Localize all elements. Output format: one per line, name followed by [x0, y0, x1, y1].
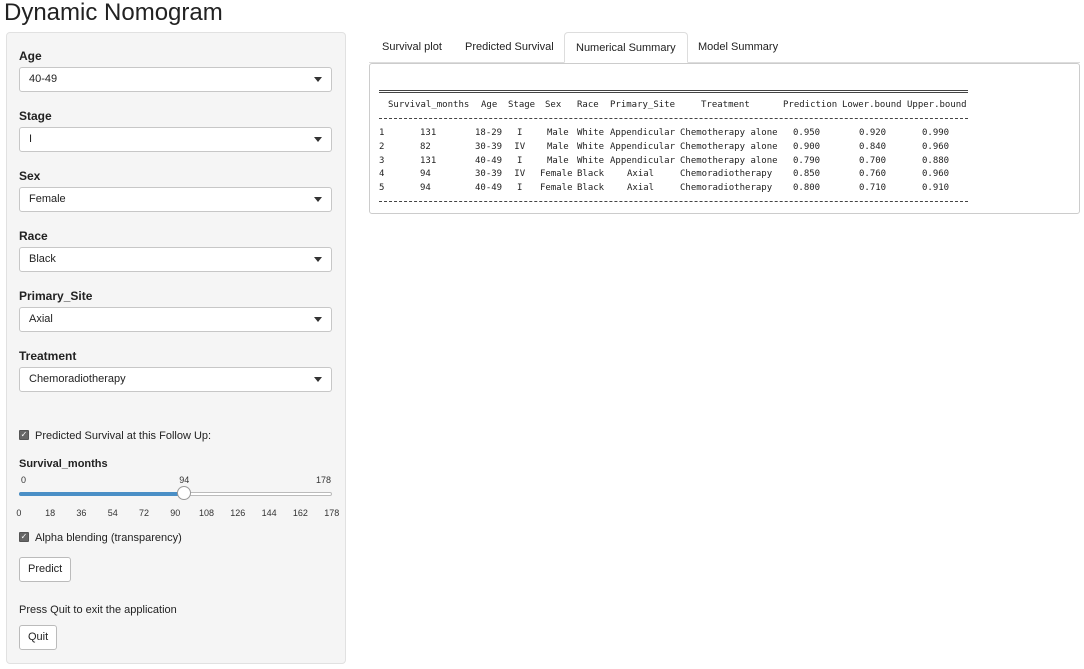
table-cell: 30-39	[475, 169, 503, 180]
quit-help-text: Press Quit to exit the application	[19, 604, 177, 616]
tab-predicted-survival[interactable]: Predicted Survival	[465, 41, 554, 53]
table-cell: 18-29	[475, 128, 503, 138]
race-select[interactable]	[19, 247, 332, 272]
chevron-down-icon	[314, 137, 322, 142]
slider-tick-label: 178	[324, 508, 340, 518]
slider-min-label: 0	[21, 475, 27, 485]
page-title: Dynamic Nomogram	[4, 0, 223, 26]
table-cell: 3	[379, 155, 385, 166]
table-cell: Chemotherapy alone	[680, 141, 778, 152]
table-cell: 0.990	[922, 128, 950, 138]
age-select-value: 40-49	[29, 73, 58, 85]
slider-tick-label: 108	[199, 508, 215, 518]
sidebar-panel	[6, 32, 346, 664]
table-header-cell: Lower.bound	[842, 100, 902, 110]
table-cell: 0.790	[793, 155, 821, 166]
stage-select-value: I	[29, 133, 33, 145]
table-cell: I	[517, 128, 523, 138]
table-cell: IV	[514, 141, 526, 152]
table-cell: 0.950	[793, 128, 821, 138]
slider-tick-label: 18	[45, 508, 56, 518]
table-cell: 0.900	[793, 141, 821, 152]
survival-months-label: Survival_months	[19, 458, 108, 470]
table-cell: Axial	[627, 183, 655, 194]
table-cell: 94	[420, 169, 431, 180]
table-cell: Male	[547, 128, 569, 138]
sex-label: Sex	[19, 169, 41, 183]
slider-tick-label: 144	[261, 508, 277, 518]
table-cell: Axial	[627, 169, 655, 180]
table-cell: 0.850	[793, 169, 821, 180]
table-header-cell: Sex	[545, 100, 562, 110]
predicted-survival-toggle[interactable]	[19, 430, 211, 442]
check-icon[interactable]: ✓	[20, 430, 28, 440]
table-cell: 0.800	[793, 183, 821, 194]
table-cell: Black	[577, 183, 605, 194]
chevron-down-icon	[314, 257, 322, 262]
slider-handle[interactable]	[177, 486, 191, 500]
primary-site-select[interactable]	[19, 307, 332, 332]
table-cell: 0.840	[859, 141, 887, 152]
table-top-rule	[379, 90, 968, 93]
age-label: Age	[19, 49, 42, 63]
treatment-select-value: Chemoradiotherapy	[29, 373, 126, 385]
age-select[interactable]	[19, 67, 332, 92]
quit-button[interactable]: Quit	[19, 625, 57, 650]
table-header-cell: Stage	[508, 100, 536, 110]
table-header-cell: Survival_months	[388, 100, 470, 110]
treatment-select[interactable]	[19, 367, 332, 392]
table-cell: IV	[514, 169, 526, 180]
table-cell: 5	[379, 183, 385, 194]
slider-tick-label: 162	[292, 508, 308, 518]
table-cell: 1	[379, 128, 385, 138]
table-cell: Chemotherapy alone	[680, 128, 778, 138]
table-cell: Chemoradiotherapy	[680, 169, 773, 180]
table-header-cell: Race	[577, 100, 599, 110]
table-cell: 0.760	[859, 169, 887, 180]
race-select-value: Black	[29, 253, 56, 265]
stage-label: Stage	[19, 109, 52, 123]
tab-bar	[369, 32, 1080, 63]
table-cell: 40-49	[475, 155, 503, 166]
table-cell: 4	[379, 169, 385, 180]
tab-model-summary[interactable]: Model Summary	[698, 41, 779, 53]
table-cell: Appendicular	[610, 155, 676, 166]
slider-tick-label: 72	[139, 508, 150, 518]
slider-tick-label: 54	[107, 508, 118, 518]
table-cell: 0.920	[859, 128, 887, 138]
table-bottom-rule	[379, 201, 968, 202]
table-cell: White	[577, 141, 605, 152]
chevron-down-icon	[314, 197, 322, 202]
alpha-blending-label: Alpha blending (transparency)	[35, 532, 182, 544]
table-cell: 94	[420, 183, 431, 194]
chevron-down-icon	[314, 317, 322, 322]
slider-value-label: 94	[179, 475, 190, 485]
table-header-rule	[379, 118, 968, 119]
table-cell: 82	[420, 141, 431, 152]
table-cell: 131	[420, 128, 437, 138]
table-cell: Male	[547, 155, 569, 166]
table-cell: Male	[547, 141, 569, 152]
table-cell: 0.910	[922, 183, 950, 194]
table-header-cell: Age	[481, 100, 498, 110]
slider-fill	[19, 492, 184, 496]
treatment-label: Treatment	[19, 349, 77, 363]
table-cell: 2	[379, 141, 385, 152]
slider-tick-label: 36	[76, 508, 87, 518]
table-header-cell: Treatment	[701, 100, 750, 110]
table-cell: 0.710	[859, 183, 887, 194]
table-header-cell: Prediction	[783, 100, 838, 110]
stage-select[interactable]	[19, 127, 332, 152]
chevron-down-icon	[314, 377, 322, 382]
check-icon[interactable]: ✓	[20, 532, 28, 542]
table-cell: White	[577, 155, 605, 166]
table-header-cell: Upper.bound	[907, 100, 967, 110]
table-cell: Appendicular	[610, 141, 676, 152]
table-cell: 0.960	[922, 141, 950, 152]
numerical-summary-output	[369, 63, 1080, 214]
tab-survival-plot[interactable]: Survival plot	[382, 41, 442, 53]
table-cell: I	[517, 183, 523, 194]
table-cell: I	[517, 155, 523, 166]
slider-max-label: 178	[316, 475, 332, 485]
slider-tick-label: 90	[170, 508, 181, 518]
table-cell: 40-49	[475, 183, 503, 194]
table-cell: 0.700	[859, 155, 887, 166]
table-cell: Black	[577, 169, 605, 180]
sex-select[interactable]	[19, 187, 332, 212]
primary-site-select-value: Axial	[29, 313, 53, 325]
table-cell: Chemotherapy alone	[680, 155, 778, 166]
chevron-down-icon	[314, 77, 322, 82]
table-cell: Chemoradiotherapy	[680, 183, 773, 194]
table-cell: Female	[540, 169, 573, 180]
race-label: Race	[19, 229, 48, 243]
table-cell: 30-39	[475, 141, 503, 152]
table-header-cell: Primary_Site	[610, 100, 676, 110]
table-cell: Female	[540, 183, 573, 194]
table-cell: Appendicular	[610, 128, 676, 138]
table-cell: White	[577, 128, 605, 138]
sex-select-value: Female	[29, 193, 66, 205]
table-cell: 131	[420, 155, 437, 166]
predict-button[interactable]: Predict	[19, 557, 71, 582]
table-cell: 0.880	[922, 155, 950, 166]
table-cell: 0.960	[922, 169, 950, 180]
primary-site-label: Primary_Site	[19, 289, 93, 303]
alpha-blending-toggle[interactable]	[19, 532, 182, 544]
slider-tick-label: 0	[16, 508, 22, 518]
tab-numerical-summary[interactable]: Numerical Summary	[564, 32, 688, 63]
predicted-survival-label: Predicted Survival at this Follow Up:	[35, 430, 212, 442]
slider-tick-label: 126	[230, 508, 246, 518]
